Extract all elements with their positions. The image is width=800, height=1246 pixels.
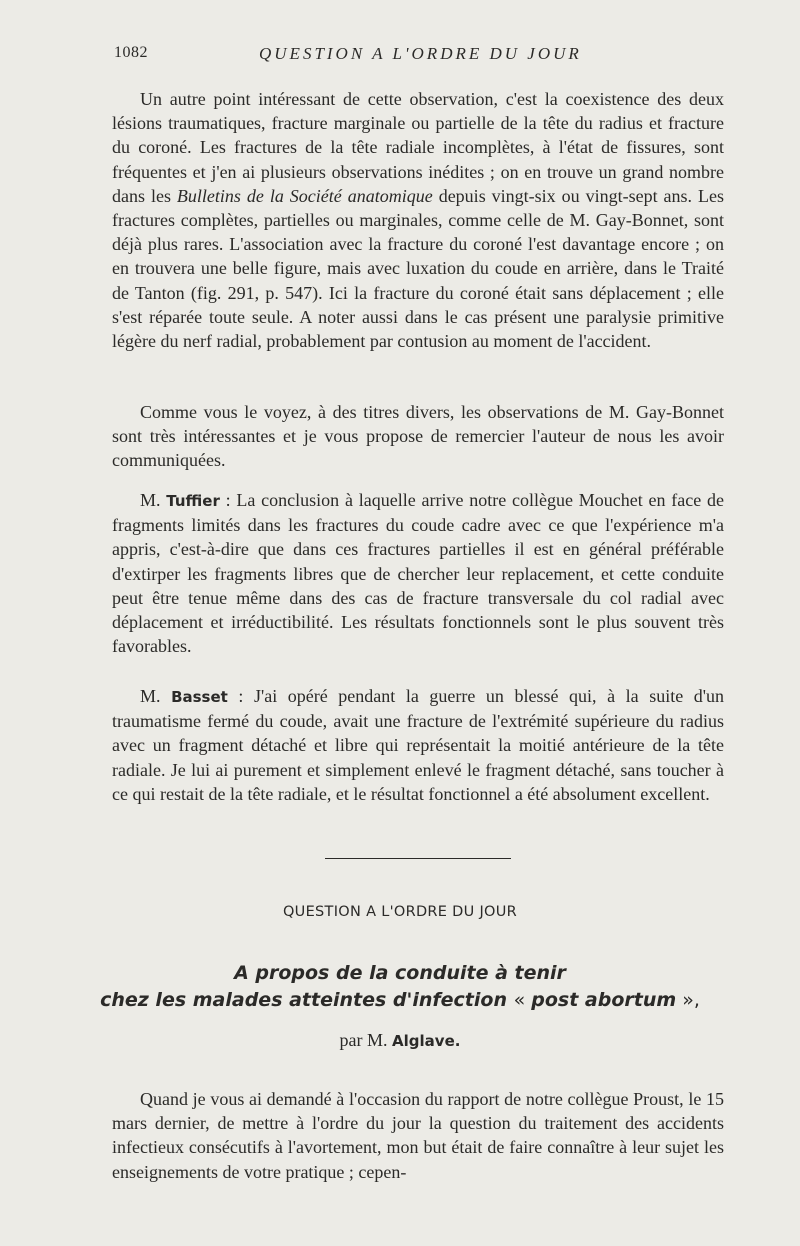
paragraph-tuffier (112, 488, 724, 658)
section-divider (325, 858, 511, 859)
paragraph-conclusion (112, 400, 724, 473)
speaker-name: Tuffier (166, 492, 220, 510)
paragraph-text: : La conclusion à laquelle arrive notre collègue Mouchet en face de fragments limités dans les fractures du coude cadre avec ce que l'expérience m'a appris, c'est-à-dire que dans ces fractures partielles il est en général préférable d'extirper les fragments libres que de chercher leur replacement, et cette conduite peut être tenue même dans des cas de fracture transversale du col radial avec déplacement et irréductibilité. Les résultats fonctionnels sont le plus souvent très favorables. (112, 490, 724, 657)
paragraph-text: Quand je vous ai demandé à l'occasion du rapport de notre collègue Proust, le 15 mars dernier, de mettre à l'ordre du jour la question du traitement des accidents infectieux consécutifs à l'avortement, mon but était de faire connaître à leur sujet les enseignements de votre pratique ; cepen- (112, 1089, 724, 1182)
journal-title: Bulletins de la Société anatomique (176, 185, 433, 206)
close-quote: », (676, 989, 700, 1011)
article-title-quoted: post abortum (531, 989, 677, 1011)
paragraph-text: Un autre point intéressant de cette observation, c'est la coexistence des deux lésions traumatiques, fracture marginale ou partielle de la tête du radius et fracture du coroné. Les fractures de la tête radiale incomplètes, à l'état de fissures, sont fréquentes et j'en ai plusieurs observations inédites ; on en trouve un grand nombre dans les (112, 89, 724, 206)
running-head (114, 44, 722, 68)
article-title-line (0, 987, 800, 1014)
speaker-prefix: M. (140, 686, 172, 706)
paragraph-text: depuis vingt-six ou vingt-sept ans. Les fractures complètes, partielles ou marginales, comme celle de M. Gay-Bonnet, sont déjà plus rares. L'association avec la fracture du coroné l'est davantage encore ; on en trouvera une belle figure, mais avec luxation du coude en arrière, dans le Traité de Tanton (fig. 291, p. 547). Ici la fracture du coroné était sans déplacement ; elle s'est réparée toute seule. A noter aussi dans le cas présent une paralysie primitive légère du nerf radial, probablement par contusion au moment de l'accident. (112, 185, 724, 352)
paragraph-observation (112, 87, 724, 353)
article-title (0, 960, 800, 1014)
speaker-name: Basset (171, 688, 228, 706)
section-heading: QUESTION A L'ORDRE DU JOUR (282, 904, 518, 920)
running-title: QUESTION A L'ORDRE DU JOUR (259, 44, 582, 63)
article-title-text: chez les malades atteintes d'infection (100, 989, 514, 1011)
page-number: 1082 (114, 44, 148, 61)
speaker-prefix: M. (140, 490, 167, 510)
author-name: Alglave. (392, 1032, 461, 1050)
article-title-line: A propos de la conduite à tenir (234, 962, 566, 984)
byline (0, 1030, 800, 1051)
byline-prefix: par M. (339, 1030, 393, 1050)
paragraph-basset (112, 684, 724, 806)
paragraph-text: : J'ai opéré pendant la guerre un blessé qui, à la suite d'un traumatisme fermé du coude, avait une fracture de l'extrémité supérieure du radius avec un fragment détaché et libre qui représentait la moitié antérieure de la tête radiale. Je lui ai purement et simplement enlevé le fragment détaché, sans toucher à ce qui restait de la tête radiale, et le résultat fonctionnel a été absolument excellent. (112, 686, 724, 804)
open-quote: « (513, 989, 532, 1011)
paragraph-text: Comme vous le voyez, à des titres divers, les observations de M. Gay-Bonnet sont très intéressantes et je vous propose de remercier l'auteur de nous les avoir communiquées. (112, 402, 724, 471)
paragraph-alglave (112, 1087, 724, 1184)
